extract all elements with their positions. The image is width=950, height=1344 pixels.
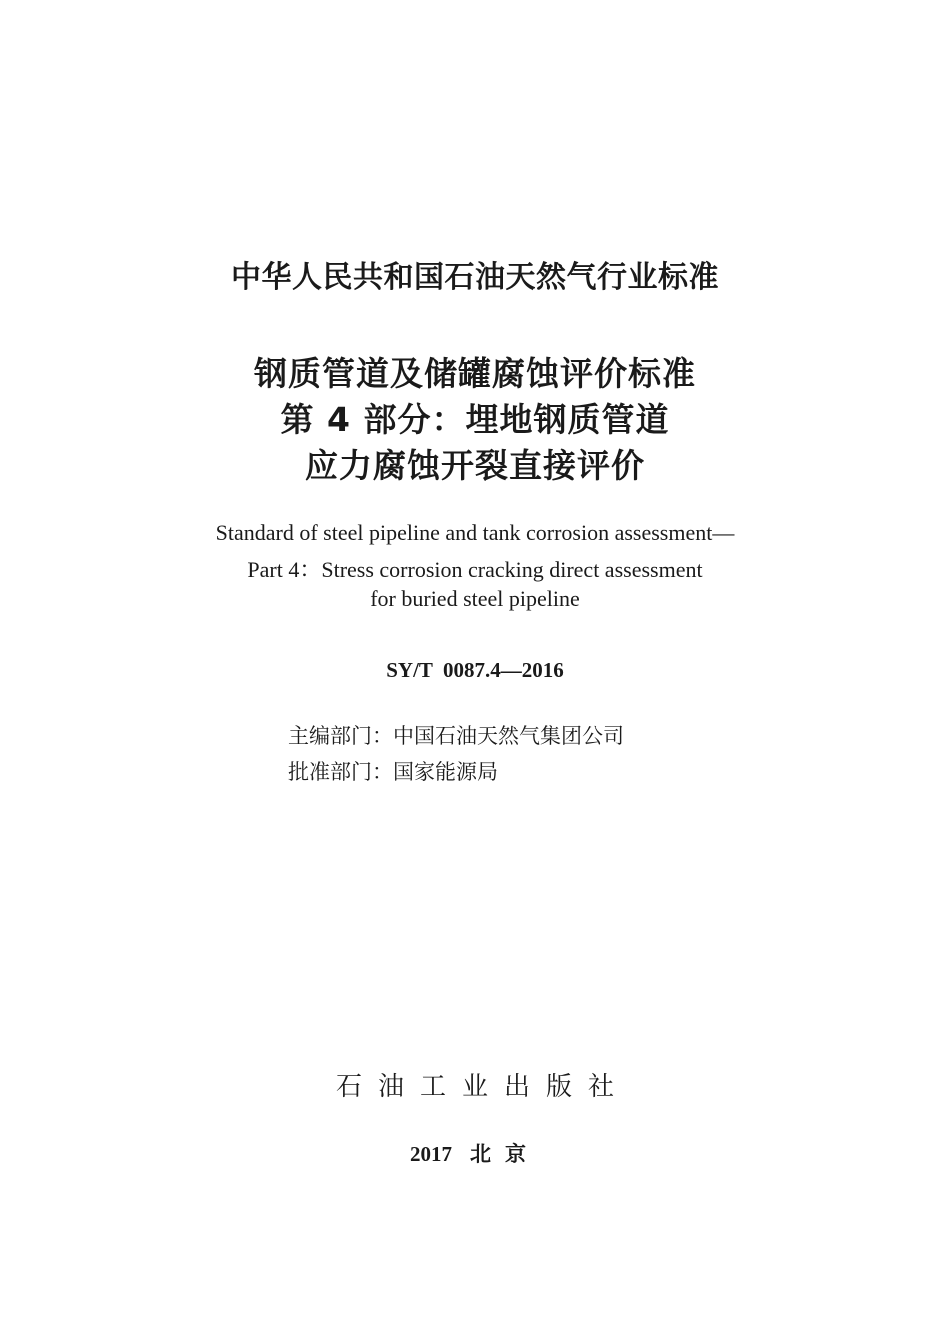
title-en-line-2: Part 4：Stress corrosion cracking direct assessment (247, 557, 703, 582)
approver-department: 批准部门：国家能源局 (288, 760, 498, 784)
imprint-line (0, 1138, 950, 1168)
departments-block (288, 718, 624, 790)
title-en-line-3: for buried steel pipeline (370, 586, 580, 611)
editor-department: 主编部门：中国石油天然气集团公司 (288, 724, 624, 748)
title-zh-line-1: 钢质管道及储罐腐蚀评价标准 (254, 354, 696, 393)
title-en-line-1: Standard of steel pipeline and tank corrosion assessment— (215, 520, 735, 545)
standard-code: SY/T 0087.4—2016 (386, 658, 564, 682)
standard-category-heading: 中华人民共和国石油天然气行业标准 (231, 260, 719, 295)
imprint-city: 北京 (470, 1142, 540, 1166)
imprint-year: 2017 (410, 1142, 452, 1166)
title-zh-line-3: 应力腐蚀开裂直接评价 (305, 446, 645, 485)
title-zh-line-2: 第 4 部分：埋地钢质管道 (280, 400, 670, 439)
publisher-name: 石油工业出版社 (335, 1072, 630, 1101)
